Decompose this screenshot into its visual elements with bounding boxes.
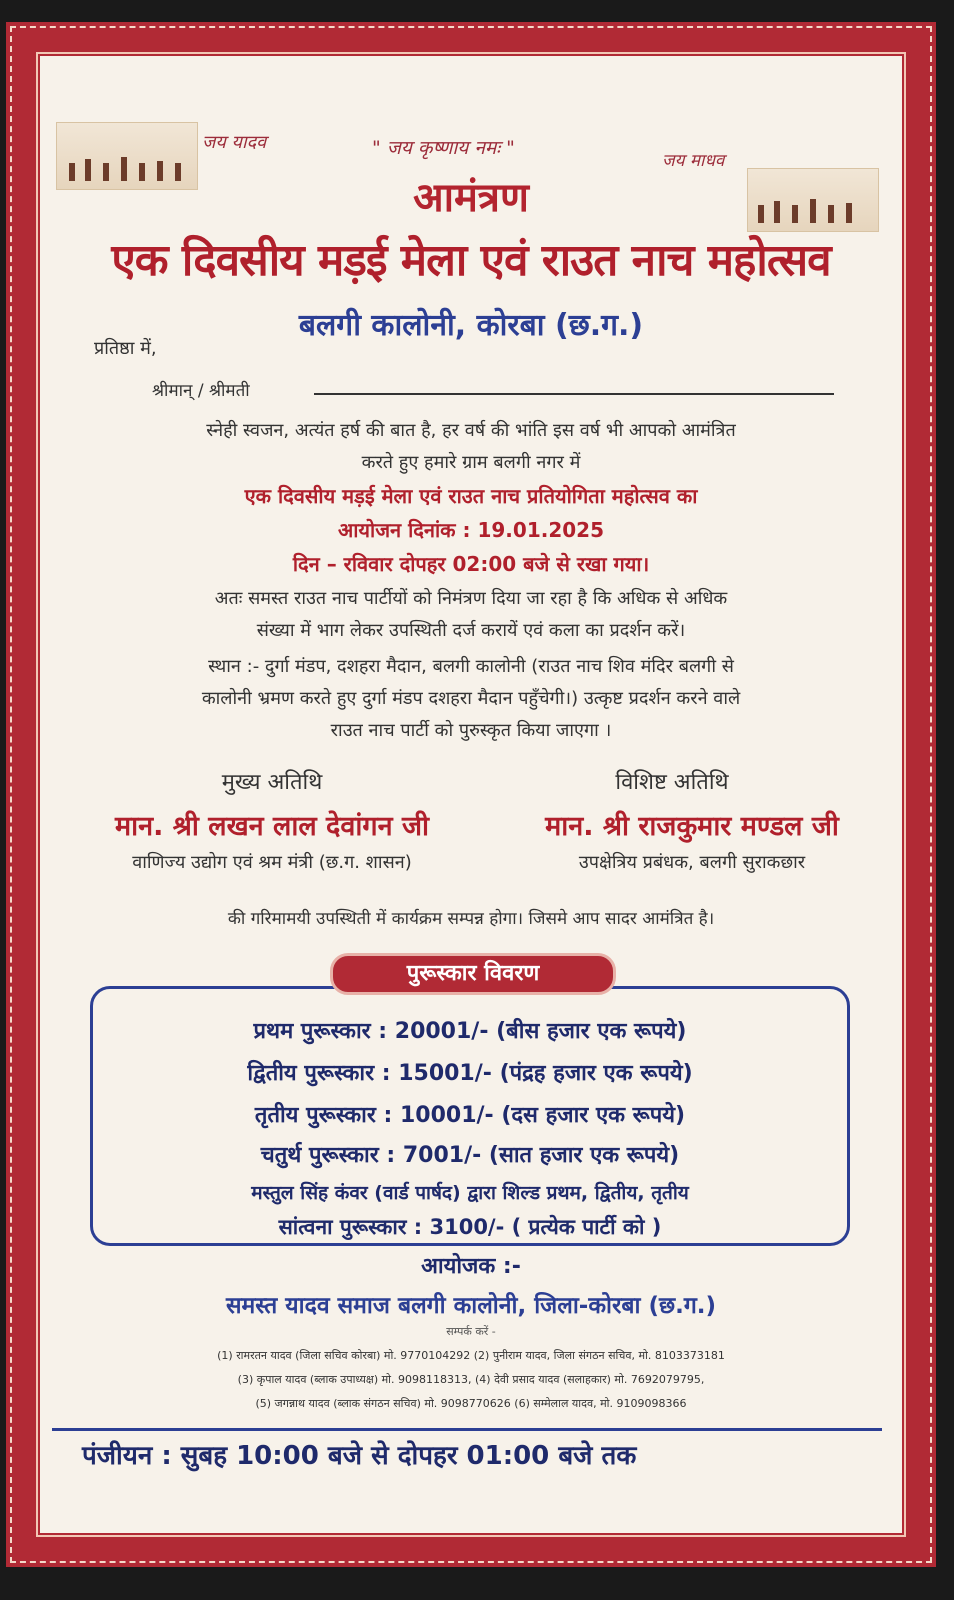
- closing-line: की गरिमामयी उपस्थिती में कार्यक्रम सम्पन्न होगा। जिसमे आप सादर आमंत्रित है।: [227, 909, 715, 929]
- body-line-3: एक दिवसीय मड़ई मेला एवं राउत नाच प्रतियोगिता महोत्सव का: [244, 484, 698, 508]
- event-title: एक दिवसीय मड़ई मेला एवं राउत नाच महोत्सव: [111, 235, 831, 286]
- registration-time: पंजीयन : सुबह 10:00 बजे से दोपहर 01:00 बजे तक: [82, 1441, 637, 1471]
- venue-line-3: राउत नाच पार्टी को पुरुस्कृत किया जाएगा ।: [330, 720, 612, 741]
- greeting-jai-madhav: जय माधव: [662, 151, 725, 171]
- event-day-time: दिन – रविवार दोपहर 02:00 बजे से रखा गया।: [292, 552, 650, 576]
- awards-heading-badge: पुरूस्कार विवरण: [330, 953, 616, 995]
- salutation-name-label: श्रीमान् / श्रीमती: [152, 381, 250, 401]
- registration-divider: [52, 1428, 882, 1431]
- awards-box: [90, 986, 850, 1246]
- chief-guest-designation: वाणिज्य उद्योग एवं श्रम मंत्री (छ.ग. शासन): [132, 852, 412, 873]
- event-place: बलगी कालोनी, कोरबा (छ.ग.): [298, 308, 644, 343]
- contact-heading: सम्पर्क करें -: [446, 1325, 496, 1338]
- body-line-1: स्नेही स्वजन, अत्यंत हर्ष की बात है, हर वर्ष की भांति इस वर्ष भी आपको आमंत्रित: [206, 420, 736, 441]
- special-guest-name: मान. श्री राजकुमार मण्डल जी: [545, 811, 839, 842]
- special-guest-heading: विशिष्ट अतिथि: [615, 770, 729, 795]
- greeting-jai-yadav: जय यादव: [202, 132, 267, 153]
- contact-line-1: (1) रामरतन यादव (जिला सचिव कोरबा) मो. 9770104292 (2) पुनीराम यादव, जिला संगठन सचिव, मो. 8103373181: [217, 1349, 725, 1362]
- award-third: तृतीय पुरूस्कार : 10001/- (दस हजार एक रूपये): [254, 1103, 686, 1128]
- invitation-heading: आमंत्रण: [413, 175, 529, 221]
- chief-guest-name: मान. श्री लखन लाल देवांगन जी: [114, 811, 430, 842]
- contact-line-2: (3) कृपाल यादव (ब्लाक उपाध्यक्ष) मो. 9098118313, (4) देवी प्रसाद यादव (सलाहकार) मो. 7692079795,: [237, 1373, 705, 1386]
- body-line-7: संख्या में भाग लेकर उपस्थिती दर्ज करायें एवं कला का प्रदर्शन करें।: [256, 620, 686, 641]
- body-line-6: अतः समस्त राउत नाच पार्टीयों को निमंत्रण दिया जा रहा है कि अधिक से अधिक: [214, 588, 728, 609]
- organizer-name: समस्त यादव समाज बलगी कालोनी, जिला-कोरबा (छ.ग.): [225, 1293, 717, 1319]
- body-line-2: करते हुए हमारे ग्राम बलगी नगर में: [361, 452, 581, 473]
- contact-line-3: (5) जगन्नाथ यादव (ब्लाक संगठन सचिव) मो. 9098770626 (6) सम्मेलाल यादव, मो. 9109098366: [255, 1397, 687, 1410]
- poster-content: [42, 58, 900, 1531]
- salutation-to: प्रतिष्ठा में,: [94, 338, 157, 359]
- award-consolation: सांत्वना पुरूस्कार : 3100/- ( प्रत्येक पार्टी को ): [278, 1215, 662, 1239]
- venue-line-2: कालोनी भ्रमण करते हुए दुर्गा मंडप दशहरा मैदान पहुँचेगी।) उत्कृष्ट प्रदर्शन करने वाले: [201, 688, 741, 709]
- award-fourth: चतुर्थ पुरूस्कार : 7001/- (सात हजार एक रूपये): [260, 1143, 680, 1168]
- event-date: आयोजन दिनांक : 19.01.2025: [337, 518, 604, 542]
- venue-line-1: स्थान :- दुर्गा मंडप, दशहरा मैदान, बलगी कालोनी (राउत नाच शिव मंदिर बलगी से: [208, 656, 734, 677]
- award-second: द्वितीय पुरूस्कार : 15001/- (पंद्रह हजार एक रूपये): [247, 1061, 693, 1086]
- greeting-jai-krishna: " जय कृष्णाय नमः ": [372, 137, 515, 159]
- award-shield: मस्तुल सिंह कंवर (वार्ड पार्षद) द्वारा शिल्ड प्रथम, द्वितीय, तृतीय: [251, 1182, 689, 1204]
- invitation-poster: [6, 22, 936, 1567]
- name-blank-line: [314, 393, 834, 395]
- organizer-heading: आयोजक :-: [421, 1254, 521, 1279]
- special-guest-designation: उपक्षेत्रिय प्रबंधक, बलगी सुराकछार: [578, 852, 806, 873]
- chief-guest-heading: मुख्य अतिथि: [221, 770, 323, 795]
- award-first: प्रथम पुरूस्कार : 20001/- (बीस हजार एक रूपये): [253, 1019, 687, 1044]
